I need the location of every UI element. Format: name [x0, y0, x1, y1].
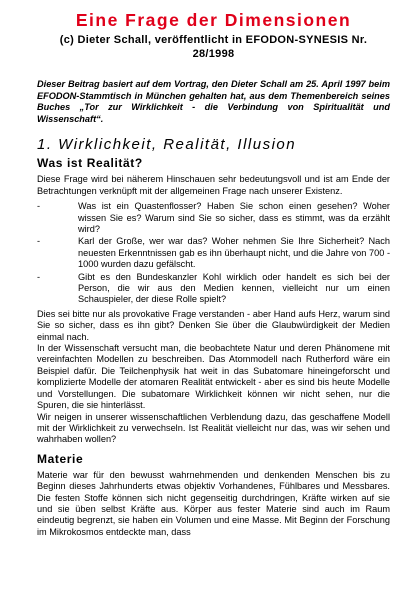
bullet-dash: -: [37, 201, 41, 212]
list-item-text: Gibt es den Bundeskanzler Kohl wirklich oder handelt es sich bei der Person, die wir aus den Medien kennen, vielleicht nur um einen Schauspieler, der diese Rolle spielt?: [78, 271, 390, 305]
paragraph: Dies sei bitte nur als provokative Frage verstanden - aber Hand aufs Herz, warum sind Sie so sicher, dass es ihn gibt? Denken Sie über die Glaubwürdigkeit der Medien einmal nach.: [37, 308, 390, 342]
paragraph: In der Wissenschaft versucht man, die beobachtete Natur und deren Phänomene mit vereinfachten Modellen zu beschreiben. Das Atommodell nach Rutherford wäre ein Beispiel dafür. Die Teilchenphysik hat weit in das Subatomare hineingeforscht und komplizierte Modelle der atomaren Realität entwickelt - aber es sind bis heute Modelle und Vorstellungen. Die subatomare Wirklichkeit können wir nicht sehen, nur die Spuren, die sie hinterlässt.: [37, 343, 390, 411]
subheading-was-ist-realitaet: Was ist Realität?: [37, 156, 143, 171]
bullet-list: [37, 201, 390, 306]
subtitle-line-2: 28/1998: [192, 48, 235, 60]
bullet-dash: -: [37, 271, 41, 282]
bullet-dash: -: [37, 236, 41, 247]
list-item-text: Karl der Große, wer war das? Woher nehmen Sie Ihre Sicherheit? Nach neuesten Erkenntnissen gab es ihn überhaupt nicht, und die Jahre von 700 - 1000 wurden dazu gefälscht.: [78, 236, 390, 270]
paragraph: Materie war für den bewusst wahrnehmenden und denkenden Menschen bis zu Beginn dieses Jahrhunderts etwas objektiv Vorhandenes, Fühlbares und Messbares. Die festen Stoffe können sich nicht gegenseitig durchdringen, Kräfte wirken auf sie und sie üben selbst Kräfte aus. Körper aus fester Materie sind auch im Raum eindeutig begrenzt, sie haben ein Volumen und eine Masse. Mit Beginn der Forschung im Mikrokosmos entdeckte man, dass: [37, 469, 390, 537]
document-title: Eine Frage der Dimensionen: [75, 10, 352, 30]
document-subtitle: [37, 33, 390, 61]
paragraph: Diese Frage wird bei näherem Hinschauen sehr bedeutungsvoll und ist am Ende der Betrachtungen verknüpft mit der allgemeinen Frage nach unserer Existenz.: [37, 174, 390, 196]
section-heading-1: 1. Wirklichkeit, Realität, Illusion: [37, 136, 297, 154]
list-item: [37, 236, 390, 270]
subtitle-line-1: (c) Dieter Schall, veröffentlicht in EFODON-SYNESIS Nr.: [59, 34, 368, 46]
list-item: [37, 272, 390, 306]
subheading-materie: Materie: [37, 451, 84, 466]
paragraph: Wir neigen in unserer wissenschaftlichen Verblendung dazu, das geschaffene Modell mit der Wirklichkeit zu verwechseln. Ist Realität vielleicht nur das, was wir sehen und wahrhaben wollen?: [37, 411, 390, 445]
list-item: [37, 201, 390, 235]
list-item-text: Was ist ein Quastenflosser? Haben Sie schon einen gesehen? Woher wissen Sie es? Warum sind Sie so sicher, dass es stimmt, was da erzählt wird?: [78, 201, 390, 234]
intro-paragraph: Dieser Beitrag basiert auf dem Vortrag, den Dieter Schall am 25. April 1997 beim EFODON-Stammtisch in München gehalten hat, aus dem Themenbereich seines Buches „Tor zur Wirklichkeit - die Verbindung von Spiritualität und Wissenschaft“.: [37, 79, 390, 124]
